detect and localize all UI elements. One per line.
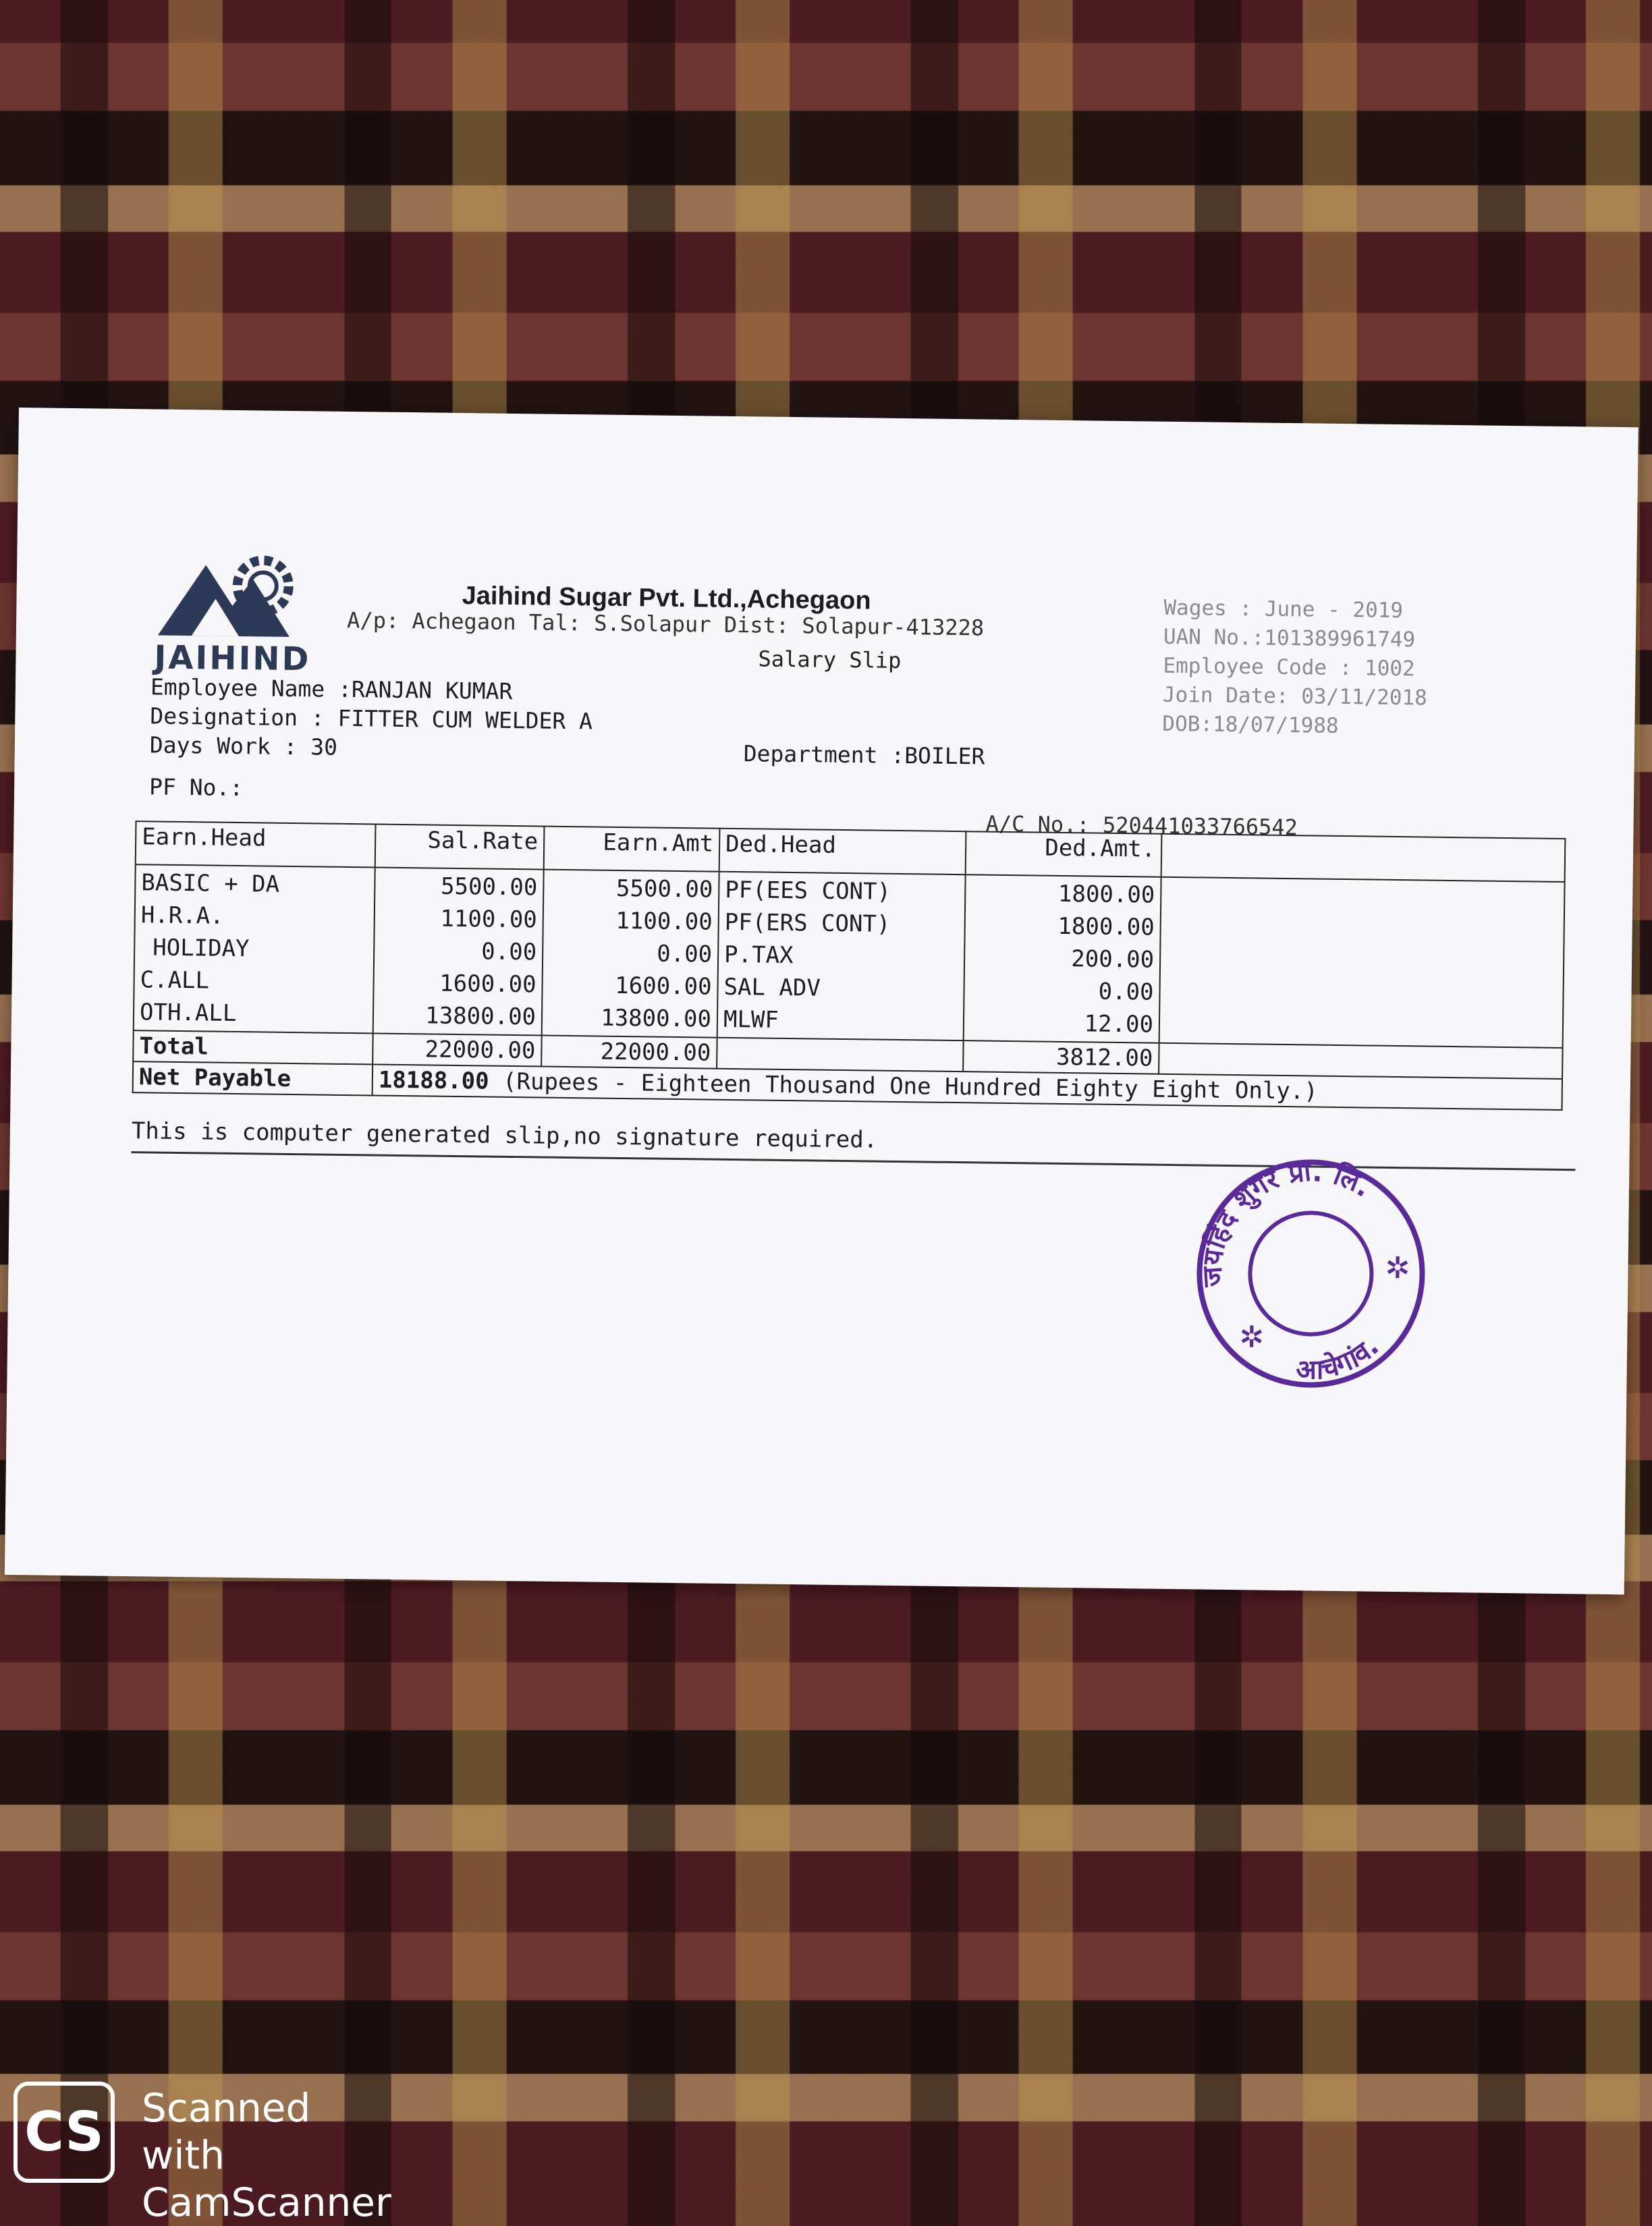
- net-payable-label: Net Payable: [133, 1061, 373, 1095]
- list-item: 0.00: [657, 940, 713, 968]
- ded-head-list: [717, 872, 966, 1040]
- list-item: 1600.00: [615, 972, 712, 1001]
- salary-table-wrapper: [132, 820, 1566, 1111]
- logo-mountain-gear-icon: [151, 544, 314, 640]
- right-info-block: [1162, 594, 1429, 742]
- sal-rate-list: [373, 867, 544, 1035]
- stamp-text-bottom: आचेगांव.: [1296, 1331, 1385, 1386]
- list-item: C.ALL: [140, 966, 210, 995]
- employee-code: Employee Code : 1002: [1163, 653, 1415, 681]
- ded-amt-list: [964, 874, 1161, 1043]
- date-of-birth: DOB:18/07/1988: [1162, 711, 1339, 738]
- svg-text:✲: ✲: [1385, 1250, 1410, 1286]
- list-item: 13800.00: [601, 1004, 712, 1033]
- list-item: 1800.00: [1057, 880, 1155, 909]
- camscanner-logo-icon: CS: [13, 2082, 115, 2183]
- employee-block: [150, 672, 593, 764]
- list-item: 5500.00: [615, 874, 713, 903]
- watermark-line1: Scanned with: [142, 2085, 311, 2178]
- svg-text:✲: ✲: [1238, 1320, 1265, 1355]
- department: Department :BOILER: [743, 740, 985, 770]
- computer-generated-note: This is computer generated slip,no signature required.: [131, 1117, 878, 1154]
- company-seal-stamp: [1181, 1150, 1440, 1399]
- designation: Designation : FITTER CUM WELDER A: [150, 702, 593, 735]
- stamp-text-top: जयहिंद शुगर प्रा. लि.: [1196, 1156, 1377, 1288]
- header-blank: [1161, 834, 1566, 882]
- list-item: PF(ERS CONT): [724, 908, 891, 938]
- days-work: Days Work : 30: [149, 731, 338, 760]
- net-payable-amount: 18188.00: [378, 1066, 489, 1095]
- account-number: A/C No.: 520441033766542: [985, 810, 1298, 841]
- list-item: 1800.00: [1057, 912, 1155, 941]
- list-item: 5500.00: [440, 872, 538, 901]
- total-earn-amt: 22000.00: [541, 1036, 717, 1069]
- list-item: 1100.00: [615, 907, 713, 936]
- list-item: 200.00: [1071, 945, 1155, 974]
- list-item: 0.00: [1098, 978, 1154, 1006]
- uan-number: UAN No.:101389961749: [1163, 624, 1416, 652]
- total-blank: [1159, 1043, 1563, 1079]
- salary-table: [132, 820, 1566, 1111]
- header-sal-rate: Sal.Rate: [375, 825, 545, 870]
- table-body-row: [134, 864, 1565, 1048]
- total-ded-head: [717, 1038, 964, 1072]
- seal-stamp-icon: [1181, 1150, 1440, 1397]
- list-item: 12.00: [1084, 1010, 1154, 1038]
- total-label: Total: [133, 1030, 373, 1064]
- company-logo: [151, 544, 314, 640]
- list-item: 0.00: [481, 938, 537, 966]
- total-sal-rate: 22000.00: [373, 1033, 542, 1066]
- employee-name: Employee Name :RANJAN KUMAR: [150, 673, 513, 704]
- list-item: 1600.00: [439, 970, 536, 999]
- header-ded-head: Ded.Head: [719, 829, 966, 874]
- list-item: H.R.A.: [140, 901, 224, 930]
- header-earn-amt: Earn.Amt: [544, 827, 720, 872]
- header-earn-head: Earn.Head: [136, 821, 376, 867]
- list-item: OTH.ALL: [139, 999, 237, 1028]
- pf-number: PF No.:: [148, 773, 244, 802]
- camscanner-text: [142, 2084, 391, 2226]
- list-item: SAL ADV: [723, 973, 821, 1002]
- salary-slip-paper: [5, 408, 1639, 1594]
- blank-cell: [1159, 877, 1565, 1048]
- list-item: PF(EES CONT): [725, 876, 891, 906]
- list-item: HOLIDAY: [152, 934, 250, 963]
- earn-amt-list: [542, 870, 719, 1038]
- list-item: 13800.00: [425, 1002, 536, 1031]
- net-payable-words: (Rupees - Eighteen Thousand One Hundred Eighty Eight Only.): [502, 1067, 1318, 1105]
- list-item: 1100.00: [440, 905, 538, 934]
- list-item: BASIC + DA: [141, 869, 280, 898]
- svg-text:जयहिंद शुगर प्रा. लि.: [1196, 1154, 1377, 1290]
- header-ded-amt: Ded.Amt.: [966, 831, 1162, 877]
- list-item: MLWF: [723, 1005, 779, 1034]
- watermark-line2: CamScanner: [142, 2179, 391, 2225]
- logo-text: JAIHIND: [154, 638, 311, 679]
- wages-period: Wages : June - 2019: [1163, 595, 1404, 623]
- svg-text:आचेगांव.: [1295, 1330, 1385, 1387]
- join-date: Join Date: 03/11/2018: [1162, 682, 1428, 711]
- slip-title: Salary Slip: [758, 646, 902, 673]
- company-name: Jaihind Sugar Pvt. Ltd.,Achegaon: [462, 582, 871, 615]
- list-item: P.TAX: [723, 941, 794, 970]
- company-address: A/p: Achegaon Tal: S.Solapur Dist: Solapur-413228: [346, 607, 985, 641]
- earn-head-list: [134, 864, 375, 1033]
- total-ded-amt: 3812.00: [963, 1040, 1159, 1074]
